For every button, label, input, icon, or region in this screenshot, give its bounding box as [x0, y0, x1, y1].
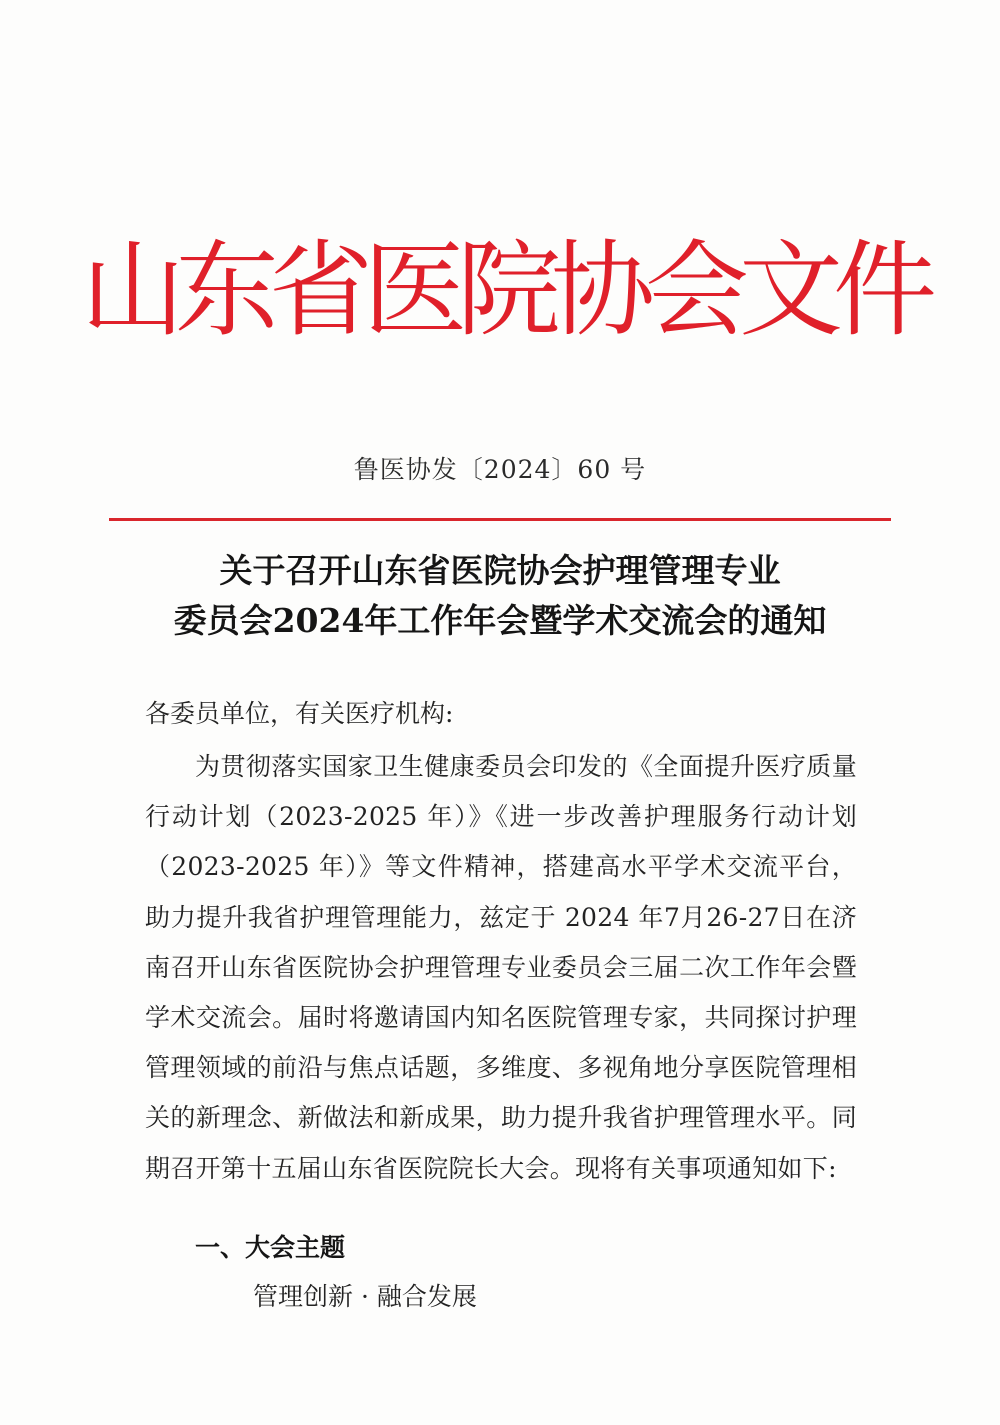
- document-number: 鲁医协发〔2024〕60 号: [353, 455, 647, 484]
- document-masthead: 山东省医院协会文件: [80, 229, 927, 351]
- document-title-line-1: 关于召开山东省医院协会护理管理专业: [219, 551, 781, 590]
- red-divider-line: [109, 518, 891, 521]
- section-content-theme: 管理创新 · 融合发展: [253, 1282, 477, 1311]
- salutation: 各委员单位，有关医疗机构:: [145, 699, 454, 728]
- body-paragraph: 为贯彻落实国家卫生健康委员会印发的《全面提升医疗质量行动计划（2023-2025 年）》《进一步改善护理服务行动计划（2023-2025 年）》等文件精神，搭建高水平学术交流平台，助力提升我省护理管理能力，兹定于 2024 年7月26-27日在济南召开山东省医院协会护理管理专业委员会三届二次工作年会暨学术交流会。届时将邀请国内知名医院管理专家，共同探讨护理管理领域的前沿与焦点话题，多维度、多视角地分享医院管理相关的新理念、新做法和新成果，助力提升我省护理管理水平。同期召开第十五届山东省医院院长大会。现将有关事项通知如下:: [145, 752, 857, 1183]
- document-title: [60, 546, 940, 646]
- section-heading-theme: 一、大会主题: [195, 1233, 346, 1262]
- document-title-line-2: 委员会2024年工作年会暨学术交流会的通知: [173, 601, 827, 640]
